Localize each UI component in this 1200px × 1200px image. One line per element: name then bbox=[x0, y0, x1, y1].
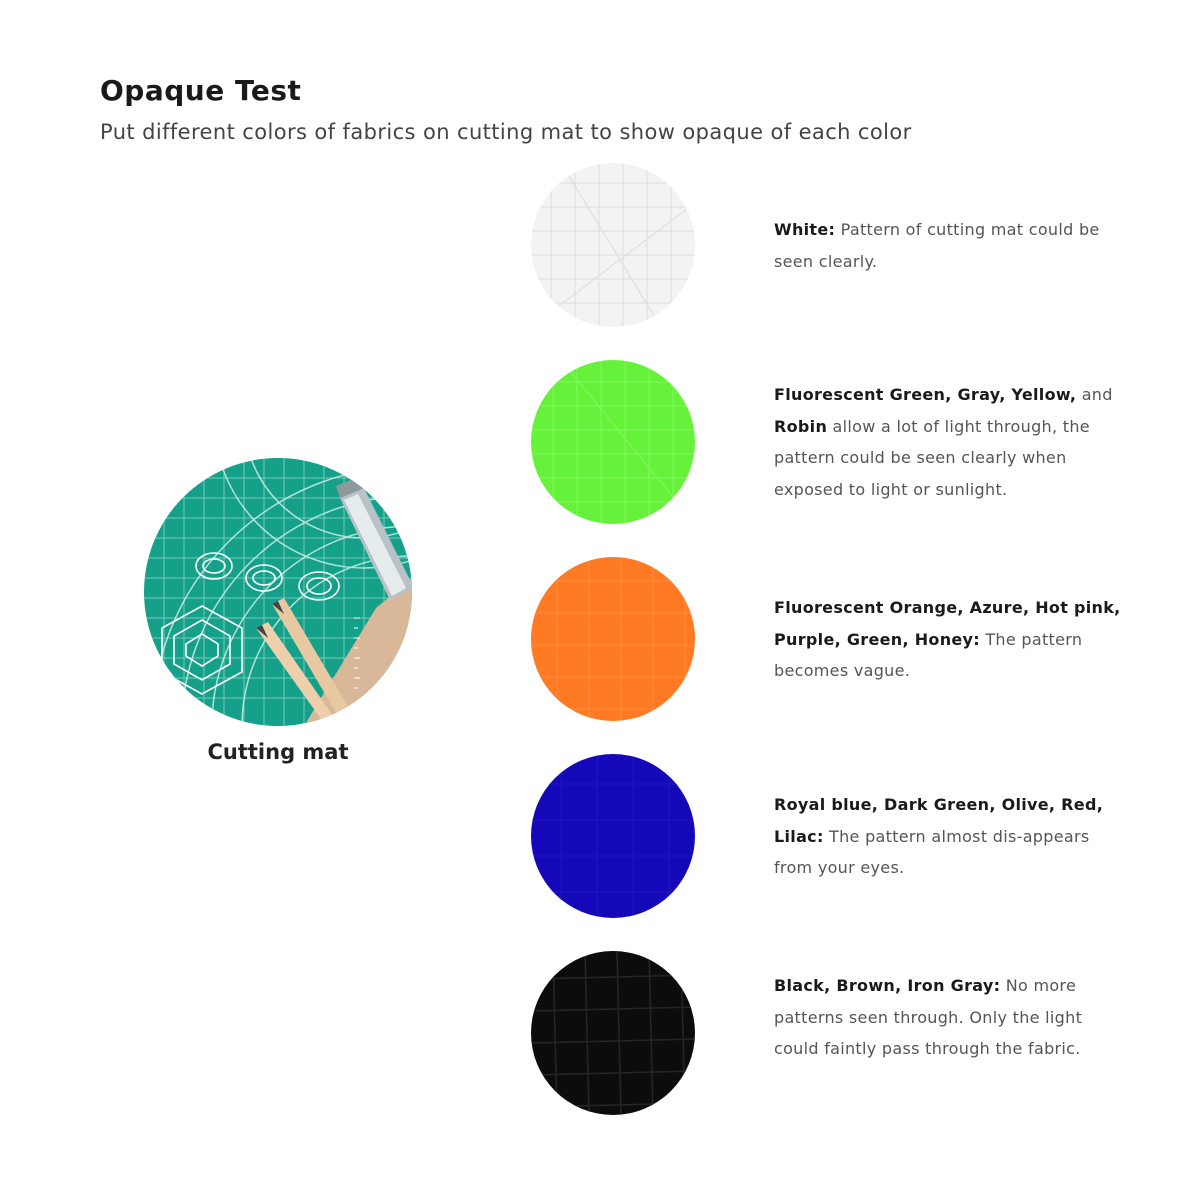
page-subtitle: Put different colors of fabrics on cutting mat to show opaque of each color bbox=[100, 120, 912, 144]
swatch-orange-fabric bbox=[531, 557, 695, 721]
swatch-orange bbox=[531, 557, 695, 721]
swatch-royal-blue bbox=[531, 754, 695, 918]
swatch-black bbox=[531, 951, 695, 1115]
cutting-mat-image bbox=[144, 458, 412, 726]
page-title: Opaque Test bbox=[100, 74, 302, 107]
swatch-orange-description: Fluorescent Orange, Azure, Hot pink, Purple, Green, Honey: The pattern becomes vague. bbox=[774, 598, 1121, 680]
swatch-green-description: Fluorescent Green, Gray, Yellow, and Robin allow a lot of light through, the pattern could be seen clearly when exposed to light or sunlight. bbox=[774, 385, 1113, 499]
swatch-black-description: Black, Brown, Iron Gray: No more patterns seen through. Only the light could faintly pass through the fabric. bbox=[774, 976, 1083, 1058]
swatch-green-fabric bbox=[531, 360, 695, 524]
swatch-black-fabric bbox=[531, 951, 695, 1115]
swatch-white-fabric bbox=[531, 163, 695, 327]
swatch-royal-blue-fabric bbox=[531, 754, 695, 918]
swatch-royal-blue-description: Royal blue, Dark Green, Olive, Red, Lilac: The pattern almost dis-appears from your eyes. bbox=[774, 795, 1104, 877]
swatch-green bbox=[531, 360, 695, 524]
swatch-white-description: White: Pattern of cutting mat could be seen clearly. bbox=[774, 220, 1100, 271]
swatch-white bbox=[531, 163, 695, 327]
cutting-mat-caption: Cutting mat bbox=[207, 740, 349, 764]
